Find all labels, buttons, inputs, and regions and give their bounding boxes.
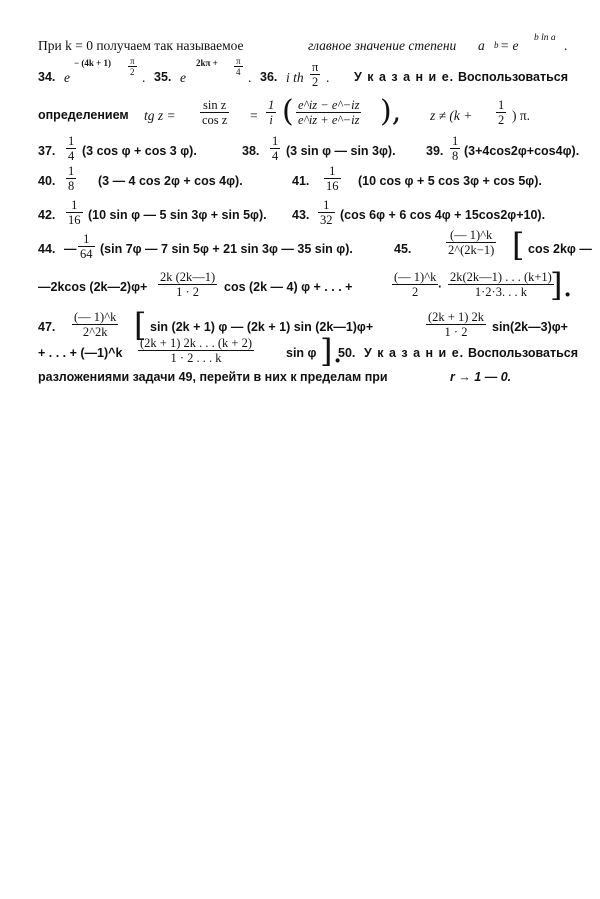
- tg-definition: tg z =: [144, 108, 176, 123]
- power-value-exp: b ln a: [534, 33, 556, 43]
- answer-38-text: (3 sin φ — sin 3φ).: [286, 144, 396, 158]
- answer-47-frac-b: $\frac{(2k + 1) 2k . . . (k + 2)}{1 \cdot 2 . . . k}$: [140, 336, 252, 365]
- period: .: [564, 38, 568, 53]
- answer-45-cont-a: —2kcos (2k—2)φ+: [38, 280, 148, 294]
- answer-number-36: 36.: [260, 70, 278, 84]
- answer-number-42: 42.: [38, 208, 56, 222]
- answer-number-43: 43.: [292, 208, 310, 222]
- answer-number-34: 34.: [38, 70, 56, 84]
- answer-37-fraction: $\frac{1}{4}$: [68, 134, 75, 163]
- intro-term: главное значение степени: [308, 38, 457, 53]
- answer-number-44: 44.: [38, 242, 56, 256]
- answer-38-fraction: $\frac{1}{4}$: [272, 134, 279, 163]
- answer-35-base: e: [180, 70, 186, 85]
- condition-text: z ≠ (k +: [430, 108, 473, 123]
- answer-34-base: e: [64, 70, 70, 85]
- exp-fraction: $\frac{e\^{}iz - e\^{}-iz}{e\^{}iz + e\^{}-iz}$: [298, 98, 360, 127]
- power-eq: = e: [500, 38, 519, 53]
- answer-number-47: 47.: [38, 320, 56, 334]
- answer-number-37: 37.: [38, 144, 56, 158]
- hint-text-36: Воспользоваться: [458, 70, 569, 84]
- power-base: a: [478, 38, 485, 53]
- power-exp: b: [494, 40, 499, 50]
- answer-45-frac-b: $\frac{(— 1)\^{}k}{2}$: [394, 270, 437, 299]
- sin-cos-fraction: $\frac{\text{sin z}}{\text{cos z}}$: [202, 98, 228, 127]
- hint-label-50: У к а з а н и е.: [364, 346, 465, 360]
- answer-number-35: 35.: [154, 70, 172, 84]
- answer-43-text: (cos 6φ + 6 cos 4φ + 15cos2φ+10).: [340, 208, 546, 222]
- answer-45-left-bracket: [: [512, 226, 525, 264]
- answer-47-text-b: sin(2k—3)φ+: [492, 320, 568, 334]
- right-paren: ),: [380, 94, 402, 129]
- condition-end: ) π.: [512, 108, 531, 123]
- answer-40-text: (3 — 4 cos 2φ + cos 4φ).: [98, 174, 243, 188]
- answer-36-fraction: $\frac{\pi}{2}$: [312, 60, 319, 89]
- answer-number-45: 45.: [394, 242, 412, 256]
- answer-number-40: 40.: [38, 174, 56, 188]
- answer-number-39: 39.: [426, 144, 444, 158]
- answer-44-sign: —: [64, 242, 77, 256]
- answer-45-frac-c: $\frac{2k(2k—1) . . . (k+1)}{1\cdot 2\cdot 3. . . k}$: [450, 270, 552, 299]
- answer-40-fraction: $\frac{1}{8}$: [68, 164, 75, 193]
- answer-37-text: (3 cos φ + cos 3 φ).: [82, 144, 197, 158]
- answer-36-end: .: [326, 70, 330, 85]
- answer-45-frac-a: $\frac{2k (2k—1)}{1 \cdot 2}$: [160, 270, 216, 299]
- answer-41-text: (10 cos φ + 5 cos 3φ + cos 5φ).: [358, 174, 542, 188]
- answer-39-text: (3+4cos2φ+cos4φ).: [464, 144, 580, 158]
- answer-47-frac-a: $\frac{(2k + 1) 2k}{1 \cdot 2}$: [428, 310, 484, 339]
- answer-42-fraction: $\frac{1}{16}$: [68, 198, 81, 227]
- answer-45-right-bracket: ].: [550, 266, 573, 304]
- answer-line-7: [38, 226, 592, 268]
- answer-44-text: (sin 7φ — 7 sin 5φ + 21 sin 3φ — 35 sin φ).: [100, 242, 353, 256]
- hint-text-50: Воспользоваться: [468, 346, 579, 360]
- answer-47-left-bracket: [: [134, 306, 147, 344]
- answer-47-text-a: sin (2k + 1) φ — (2k + 1) sin (2k—1)φ+: [150, 320, 374, 334]
- answer-45-text: cos 2kφ —: [528, 242, 592, 256]
- half-fraction: $\frac{1}{2}$: [498, 98, 505, 127]
- answer-line-11: [38, 366, 568, 406]
- answer-35-exp-fraction: $\frac{\pi}{4}$: [236, 56, 241, 77]
- hint-label-36: У к а з а н и е.: [354, 70, 455, 84]
- answer-34-end: .: [142, 70, 146, 85]
- answer-number-41: 41.: [292, 174, 310, 188]
- answer-number-38: 38.: [242, 144, 260, 158]
- answer-41-fraction: $\frac{1}{16}$: [326, 164, 339, 193]
- answer-line-2: [38, 58, 568, 98]
- answer-45-fraction: $\frac{(— 1)\^{}k}{2\^{}(2k-1)}$: [448, 228, 495, 257]
- answer-43-fraction: $\frac{1}{32}$: [320, 198, 333, 227]
- answer-45-dot: ·: [438, 280, 443, 294]
- answer-number-50: 50.: [338, 346, 356, 360]
- left-paren: (: [282, 94, 294, 129]
- answer-47-cont-a: + . . . + (—1)^k: [38, 346, 123, 360]
- answer-42-text: (10 sin φ — 5 sin 3φ + sin 5φ).: [88, 208, 267, 222]
- answer-35-end: .: [248, 70, 252, 85]
- hint-definition: определением: [38, 108, 129, 122]
- equals-sign: =: [250, 108, 258, 123]
- answer-47-cont-b: sin φ: [286, 346, 317, 360]
- answer-36-text: i th: [286, 70, 304, 85]
- answer-39-fraction: $\frac{1}{8}$: [452, 134, 459, 163]
- answer-45-cont-b: cos (2k — 4) φ + . . . +: [224, 280, 353, 294]
- answer-44-fraction: $\frac{1}{64}$: [80, 232, 93, 261]
- one-over-i: $\frac{1}{i}$: [268, 98, 275, 127]
- answer-47-fraction: $\frac{(— 1)\^{}k}{2\^{}2k}$: [74, 310, 117, 339]
- intro-text: При k = 0 получаем так называемое: [38, 38, 244, 53]
- answer-35-exponent: 2kπ +: [196, 58, 218, 68]
- answer-34-exp-fraction: $\frac{\pi}{2}$: [130, 56, 135, 77]
- answer-line-8: [38, 266, 573, 310]
- hint-50-limit: r → 1 — 0.: [450, 370, 512, 384]
- hint-50-text: разложениями задачи 49, перейти в них к пределам при: [38, 370, 388, 384]
- answer-47-right-bracket: ].: [320, 332, 343, 370]
- answer-34-exponent: − (4k + 1): [74, 58, 112, 68]
